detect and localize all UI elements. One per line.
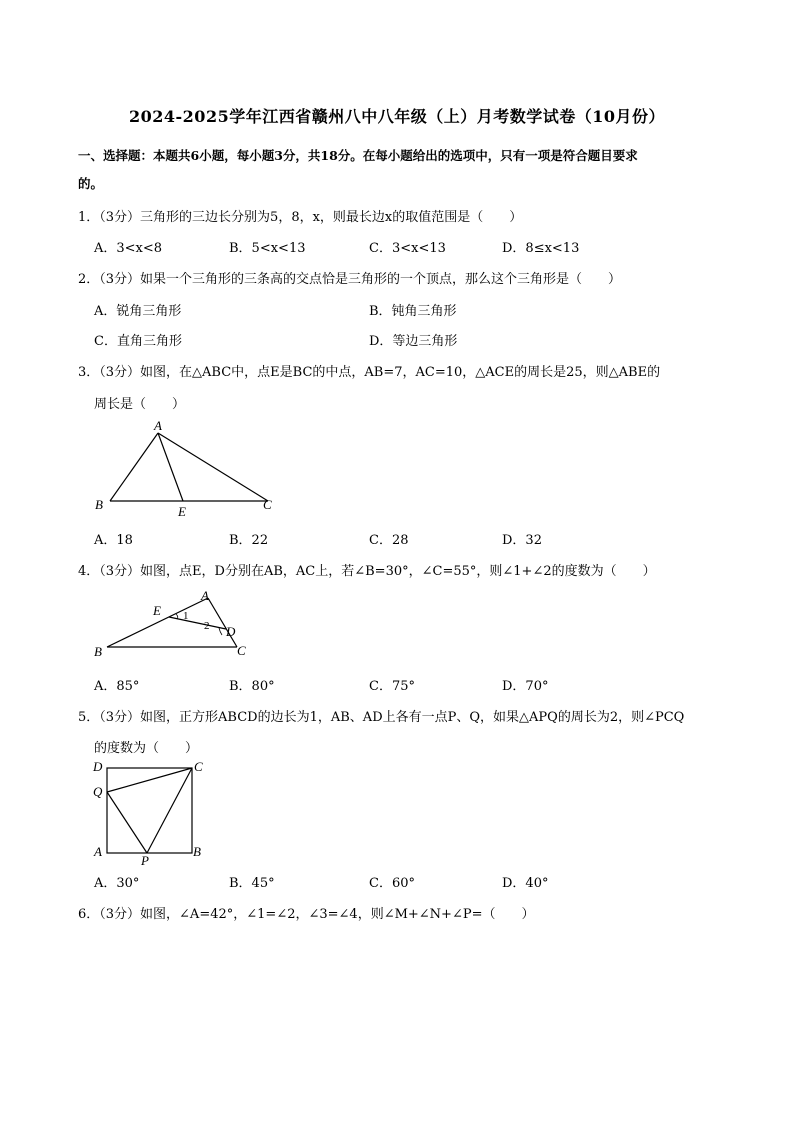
- q3-option-b: B．22: [229, 533, 269, 548]
- q5-option-c: C．60°: [369, 876, 415, 891]
- segment-pc: [147, 768, 192, 853]
- label-b: B: [95, 497, 103, 512]
- segment-qp: [107, 792, 147, 853]
- label-p: P: [141, 853, 149, 867]
- q3-option-c: C．28: [369, 533, 409, 548]
- label-e: E: [178, 504, 186, 519]
- question-5-text-cont: 的度数为（ ）: [94, 741, 199, 756]
- segment-ac: [208, 598, 237, 647]
- q1-option-c: C．3<x<13: [369, 241, 446, 256]
- q3-triangle-figure: [88, 414, 288, 524]
- segment-qc: [107, 768, 192, 792]
- segment-ac: [158, 433, 268, 501]
- question-4-text: 4．（3分）如图，点E，D分别在AB，AC上，若∠B=30°，∠C=55°，则∠1+∠2的度数为（ ）: [78, 564, 656, 579]
- q2-option-d: D．等边三角形: [369, 334, 458, 349]
- question-3-text-cont: 周长是（ ）: [94, 397, 186, 412]
- label-a: A: [201, 588, 209, 603]
- q1-option-d: D．8≤x<13: [502, 241, 580, 256]
- q1-option-a: A．3<x<8: [94, 241, 163, 256]
- angle-2-arc: [219, 628, 222, 635]
- q4-option-c: C．75°: [369, 679, 415, 694]
- q4-option-a: A．85°: [94, 679, 140, 694]
- label-e: E: [153, 603, 161, 618]
- question-2-text: 2．（3分）如果一个三角形的三条高的交点恰是三角形的一个顶点，那么这个三角形是（ ）: [78, 272, 622, 287]
- q4-option-b: B．80°: [229, 679, 275, 694]
- segment-ab: [110, 433, 158, 501]
- page-title: 2024-2025学年江西省赣州八中八年级（上）月考数学试卷（10月份）: [129, 107, 665, 126]
- q5-square-figure: [88, 757, 213, 867]
- q3-option-d: D．32: [502, 533, 542, 548]
- q5-option-a: A．30°: [94, 876, 140, 891]
- question-5-text: 5．（3分）如图，正方形ABCD的边长为1，AB、AD上各有一点P、Q，如果△APQ的周长为2，则∠PCQ: [78, 710, 685, 725]
- q4-triangle-figure: [88, 587, 263, 662]
- section-heading: 一、选择题：本题共6小题，每小题3分，共18分。在每小题给出的选项中，只有一项是符合题目要求: [78, 148, 638, 163]
- label-d: D: [93, 759, 103, 774]
- label-d: D: [226, 624, 236, 639]
- label-b: B: [94, 644, 102, 659]
- q2-option-a: A．锐角三角形: [94, 304, 182, 319]
- label-b: B: [193, 844, 201, 859]
- label-angle-2: 2: [204, 620, 210, 632]
- label-q: Q: [93, 784, 103, 799]
- q3-option-a: A．18: [94, 533, 133, 548]
- q4-option-d: D．70°: [502, 679, 549, 694]
- q5-option-b: B．45°: [229, 876, 275, 891]
- question-3-text: 3．（3分）如图，在△ABC中，点E是BC的中点，AB=7，AC=10，△ACE的周长是25，则△ABE的: [78, 365, 661, 380]
- q5-option-d: D．40°: [502, 876, 549, 891]
- label-c: C: [237, 643, 246, 658]
- q1-option-b: B．5<x<13: [229, 241, 306, 256]
- label-a: A: [154, 418, 162, 433]
- section-heading-cont: 的。: [78, 176, 104, 191]
- question-6-text: 6．（3分）如图，∠A=42°，∠1=∠2，∠3=∠4，则∠M+∠N+∠P=（ ）: [78, 907, 535, 922]
- q2-option-b: B．钝角三角形: [369, 304, 457, 319]
- label-c: C: [263, 497, 272, 512]
- label-angle-1: 1: [183, 610, 189, 622]
- label-a: A: [94, 844, 102, 859]
- question-1-text: 1．（3分）三角形的三边长分别为5，8，x，则最长边x的取值范围是（ ）: [78, 210, 523, 225]
- q2-option-c: C．直角三角形: [94, 334, 182, 349]
- label-c: C: [194, 759, 203, 774]
- segment-ae: [158, 433, 183, 501]
